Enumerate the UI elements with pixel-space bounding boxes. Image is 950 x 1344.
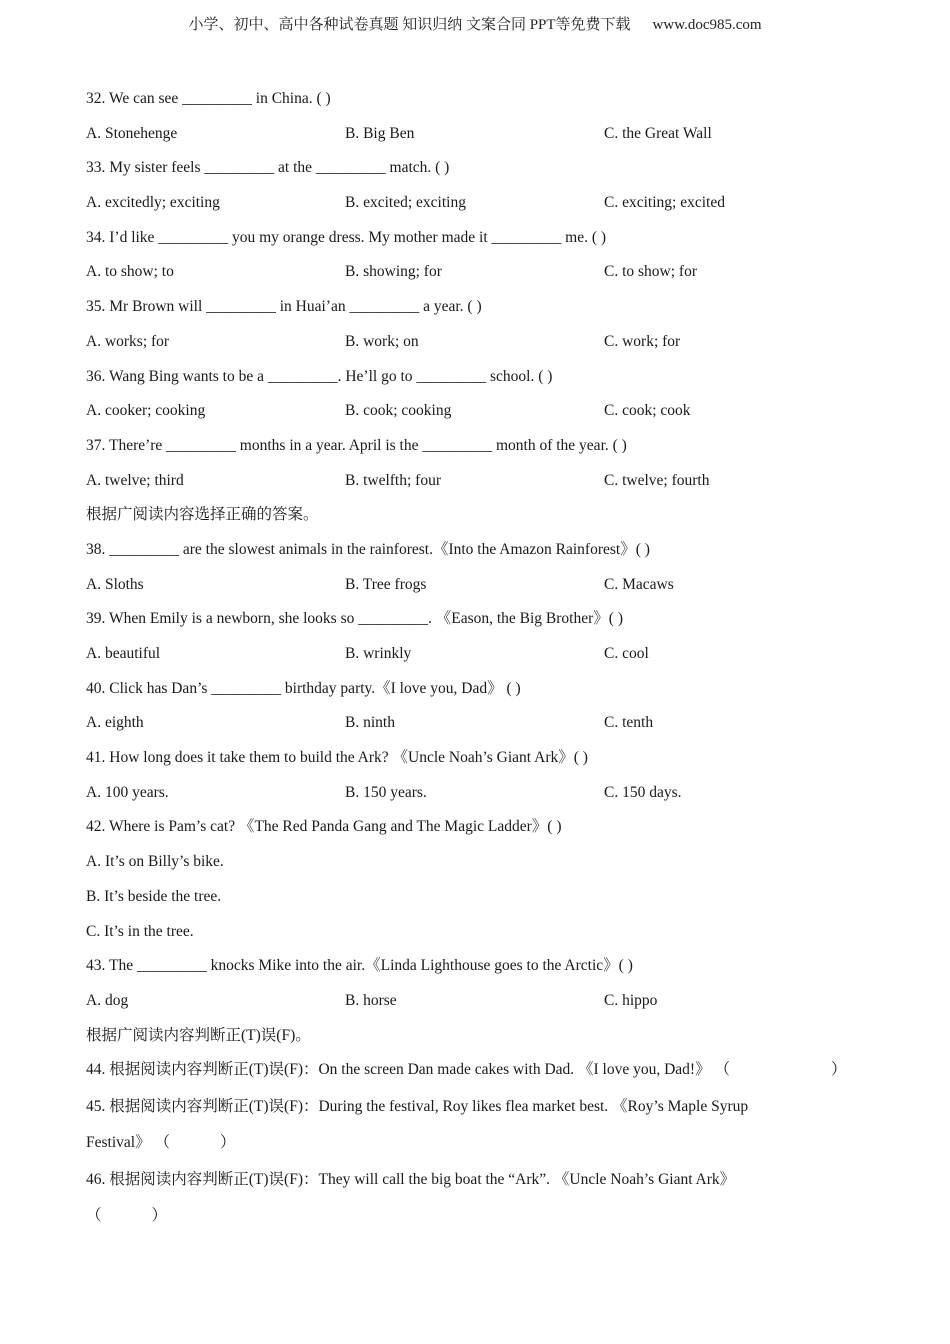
- question-43: 43. The _________ knocks Mike into the air.《Linda Lighthouse goes to the Arctic》( ): [86, 957, 633, 975]
- option-a: A. dog: [86, 991, 129, 1009]
- option-b: B. Tree frogs: [345, 575, 427, 593]
- exam-content: [86, 88, 866, 1242]
- option-a: A. It’s on Billy’s bike.: [86, 853, 224, 871]
- options-43: [86, 990, 866, 1025]
- question-42: 42. Where is Pam’s cat? 《The Red Panda Gang and The Magic Ladder》( ): [86, 818, 562, 836]
- option-b: B. work; on: [345, 332, 419, 350]
- answer-bracket-close: ）: [219, 1134, 236, 1152]
- option-b: B. excited; exciting: [345, 194, 466, 212]
- option-b: B. Big Ben: [345, 124, 415, 142]
- options-33: [86, 192, 866, 227]
- options-38: [86, 574, 866, 609]
- option-c: C. exciting; excited: [604, 194, 725, 212]
- options-35: [86, 331, 866, 366]
- answer-bracket-open: （: [86, 1207, 102, 1225]
- header-site: www.doc985.com: [652, 17, 762, 33]
- question-40: 40. Click has Dan’s _________ birthday party.《I love you, Dad》 ( ): [86, 679, 521, 697]
- option-c: C. 150 days.: [604, 783, 682, 801]
- option-c: C. twelve; fourth: [604, 471, 710, 489]
- options-40: [86, 712, 866, 747]
- option-b: B. showing; for: [345, 263, 442, 281]
- question-37: 37. There’re _________ months in a year. April is the _________ month of the year. ( ): [86, 436, 627, 454]
- option-b: B. horse: [345, 991, 397, 1009]
- options-36: [86, 400, 866, 435]
- option-a: A. eighth: [86, 714, 144, 732]
- option-c: C. tenth: [604, 714, 654, 732]
- question-45-line-2: [86, 1132, 866, 1169]
- question-45-line-1: 45. 根据阅读内容判断正(T)误(F)：During the festival, Roy likes flea market best. 《Roy’s Maple Syrup: [86, 1097, 749, 1115]
- options-41: [86, 782, 866, 817]
- option-b: B. cook; cooking: [345, 402, 452, 420]
- question-44-text: 44. 根据阅读内容判断正(T)误(F)：On the screen Dan made cakes with Dad. 《I love you, Dad!》 （: [86, 1061, 730, 1079]
- page-header: [0, 13, 950, 34]
- section-heading-choice: 根据广阅读内容选择正确的答案。: [86, 506, 319, 524]
- option-c: C. It’s in the tree.: [86, 922, 194, 940]
- option-a: A. to show; to: [86, 263, 174, 281]
- option-c: C. cool: [604, 645, 649, 662]
- option-b: B. 150 years.: [345, 783, 427, 801]
- section-heading-true-false: 根据广阅读内容判断正(T)误(F)。: [86, 1026, 311, 1044]
- option-c: C. the Great Wall: [604, 124, 712, 142]
- question-34: 34. I’d like _________ you my orange dress. My mother made it _________ me. ( ): [86, 228, 607, 246]
- question-35: 35. Mr Brown will _________ in Huai’an _________ a year. ( ): [86, 298, 482, 316]
- option-a: A. cooker; cooking: [86, 402, 206, 420]
- option-c: C. to show; for: [604, 263, 697, 281]
- option-b: B. It’s beside the tree.: [86, 887, 222, 905]
- header-title: 小学、初中、高中各种试卷真题 知识归纳 文案合同 PPT等免费下载: [188, 17, 631, 33]
- option-c: C. work; for: [604, 332, 681, 350]
- option-a: A. twelve; third: [86, 471, 184, 489]
- option-a: A. excitedly; exciting: [86, 194, 220, 212]
- question-39: 39. When Emily is a newborn, she looks so _________. 《Eason, the Big Brother》( ): [86, 610, 623, 628]
- answer-bracket-close: ）: [151, 1207, 168, 1225]
- option-a: A. beautiful: [86, 645, 161, 662]
- question-46-line-2: [86, 1205, 866, 1242]
- question-46-line-1: 46. 根据阅读内容判断正(T)误(F)：They will call the big boat the “Ark”. 《Uncle Noah’s Giant Ark》: [86, 1170, 736, 1188]
- option-a: A. Stonehenge: [86, 124, 178, 142]
- option-a: A. 100 years.: [86, 783, 169, 801]
- question-45-text: Festival》 （: [86, 1134, 170, 1152]
- options-39: [86, 643, 866, 678]
- option-c: C. Macaws: [604, 575, 674, 593]
- option-c: C. cook; cook: [604, 402, 691, 420]
- options-34: [86, 261, 866, 296]
- option-c: C. hippo: [604, 991, 658, 1009]
- question-41: 41. How long does it take them to build the Ark? 《Uncle Noah’s Giant Ark》( ): [86, 749, 588, 767]
- option-b: B. wrinkly: [345, 645, 412, 662]
- question-44: [86, 1059, 866, 1096]
- answer-bracket-close: ）: [831, 1061, 847, 1079]
- option-b: B. twelfth; four: [345, 471, 441, 489]
- question-38: 38. _________ are the slowest animals in the rainforest.《Into the Amazon Rainforest》( ): [86, 540, 650, 558]
- question-33: 33. My sister feels _________ at the _________ match. ( ): [86, 159, 450, 177]
- options-37: [86, 470, 866, 505]
- option-a: A. Sloths: [86, 575, 144, 593]
- question-36: 36. Wang Bing wants to be a _________. He’ll go to _________ school. ( ): [86, 367, 553, 385]
- options-32: [86, 123, 866, 158]
- question-32: 32. We can see _________ in China. ( ): [86, 90, 331, 107]
- option-b: B. ninth: [345, 714, 395, 732]
- option-a: A. works; for: [86, 332, 170, 350]
